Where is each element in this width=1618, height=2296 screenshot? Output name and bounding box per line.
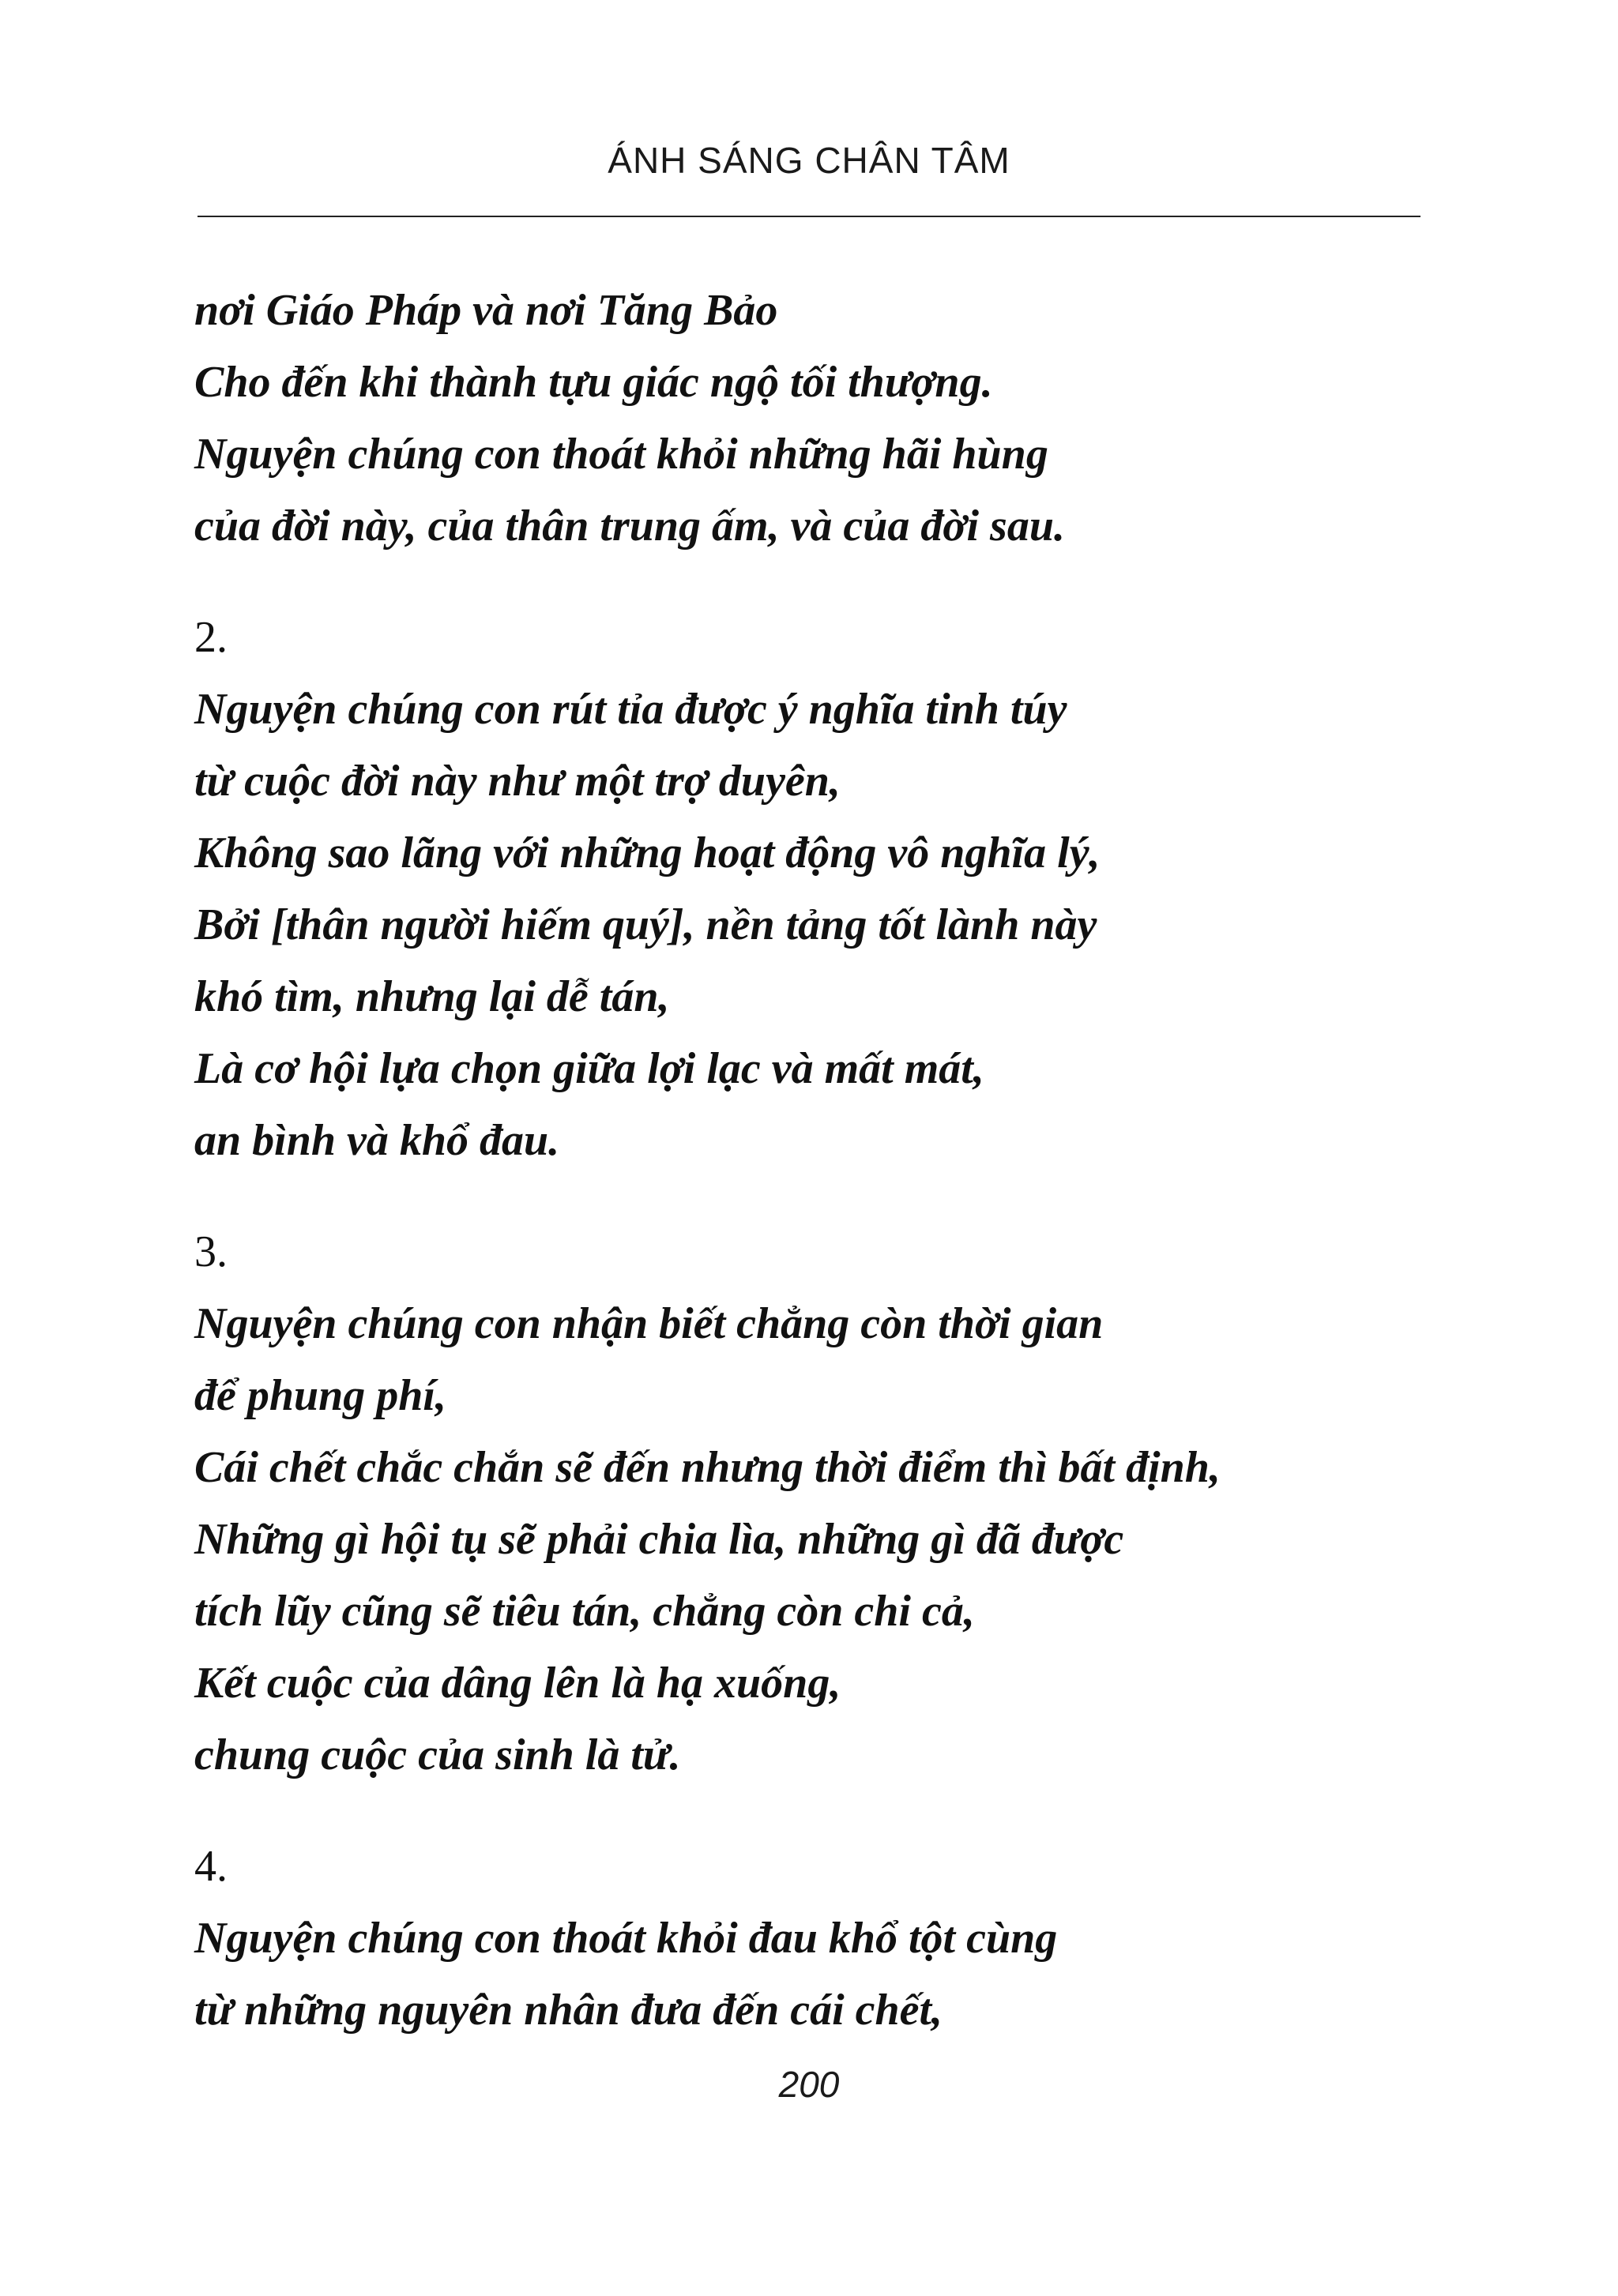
verse-line: nơi Giáo Pháp và nơi Tăng Bảo xyxy=(194,286,778,335)
page-number: 200 xyxy=(778,2064,840,2105)
verse-line: chung cuộc của sinh là tử. xyxy=(194,1730,681,1779)
verse-line: Kết cuộc của dâng lên là hạ xuống, xyxy=(194,1659,841,1708)
stanza-number: 3. xyxy=(194,1227,228,1276)
stanza-number: 2. xyxy=(194,613,228,662)
verse-line: Những gì hội tụ sẽ phải chia lìa, những gì đã được xyxy=(194,1515,1124,1564)
verse-line: Cái chết chắc chắn sẽ đến nhưng thời điểm thì bất định, xyxy=(194,1443,1221,1492)
verse-line: khó tìm, nhưng lại dễ tán, xyxy=(194,972,670,1021)
stanza xyxy=(194,275,1427,562)
verse-line: Nguyện chúng con rút tỉa được ý nghĩa tinh túy xyxy=(194,685,1067,734)
verse-line: Nguyện chúng con nhận biết chẳng còn thời gian xyxy=(194,1299,1104,1348)
verse-line: từ cuộc đời này như một trợ duyên, xyxy=(194,757,841,806)
running-header: ÁNH SÁNG CHÂN TÂM xyxy=(608,140,1010,181)
verse-line: Bởi [thân người hiếm quý], nền tảng tốt lành này xyxy=(194,900,1097,949)
stanza xyxy=(194,1831,1427,2046)
stanza xyxy=(194,602,1427,1177)
verse-line: Nguyện chúng con thoát khỏi những hãi hùng xyxy=(194,430,1048,479)
verse-line: an bình và khổ đau. xyxy=(194,1116,560,1165)
header-rule xyxy=(198,216,1420,217)
verse-line: của đời này, của thân trung ấm, và của đời sau. xyxy=(194,502,1065,551)
verse-line: Không sao lãng với những hoạt động vô nghĩa lý, xyxy=(194,829,1101,877)
verse-line: để phung phí, xyxy=(194,1371,446,1420)
verse-line: từ những nguyên nhân đưa đến cái chết, xyxy=(194,1986,943,2035)
stanza xyxy=(194,1216,1427,1791)
verse-line: Nguyện chúng con thoát khỏi đau khổ tột cùng xyxy=(194,1914,1058,1963)
verse-line: Là cơ hội lựa chọn giữa lợi lạc và mất mát, xyxy=(194,1044,984,1093)
verse-body xyxy=(194,275,1427,2046)
stanza-number: 4. xyxy=(194,1842,228,1891)
verse-line: tích lũy cũng sẽ tiêu tán, chẳng còn chi cả, xyxy=(194,1587,975,1636)
verse-line: Cho đến khi thành tựu giác ngộ tối thượng. xyxy=(194,358,993,407)
